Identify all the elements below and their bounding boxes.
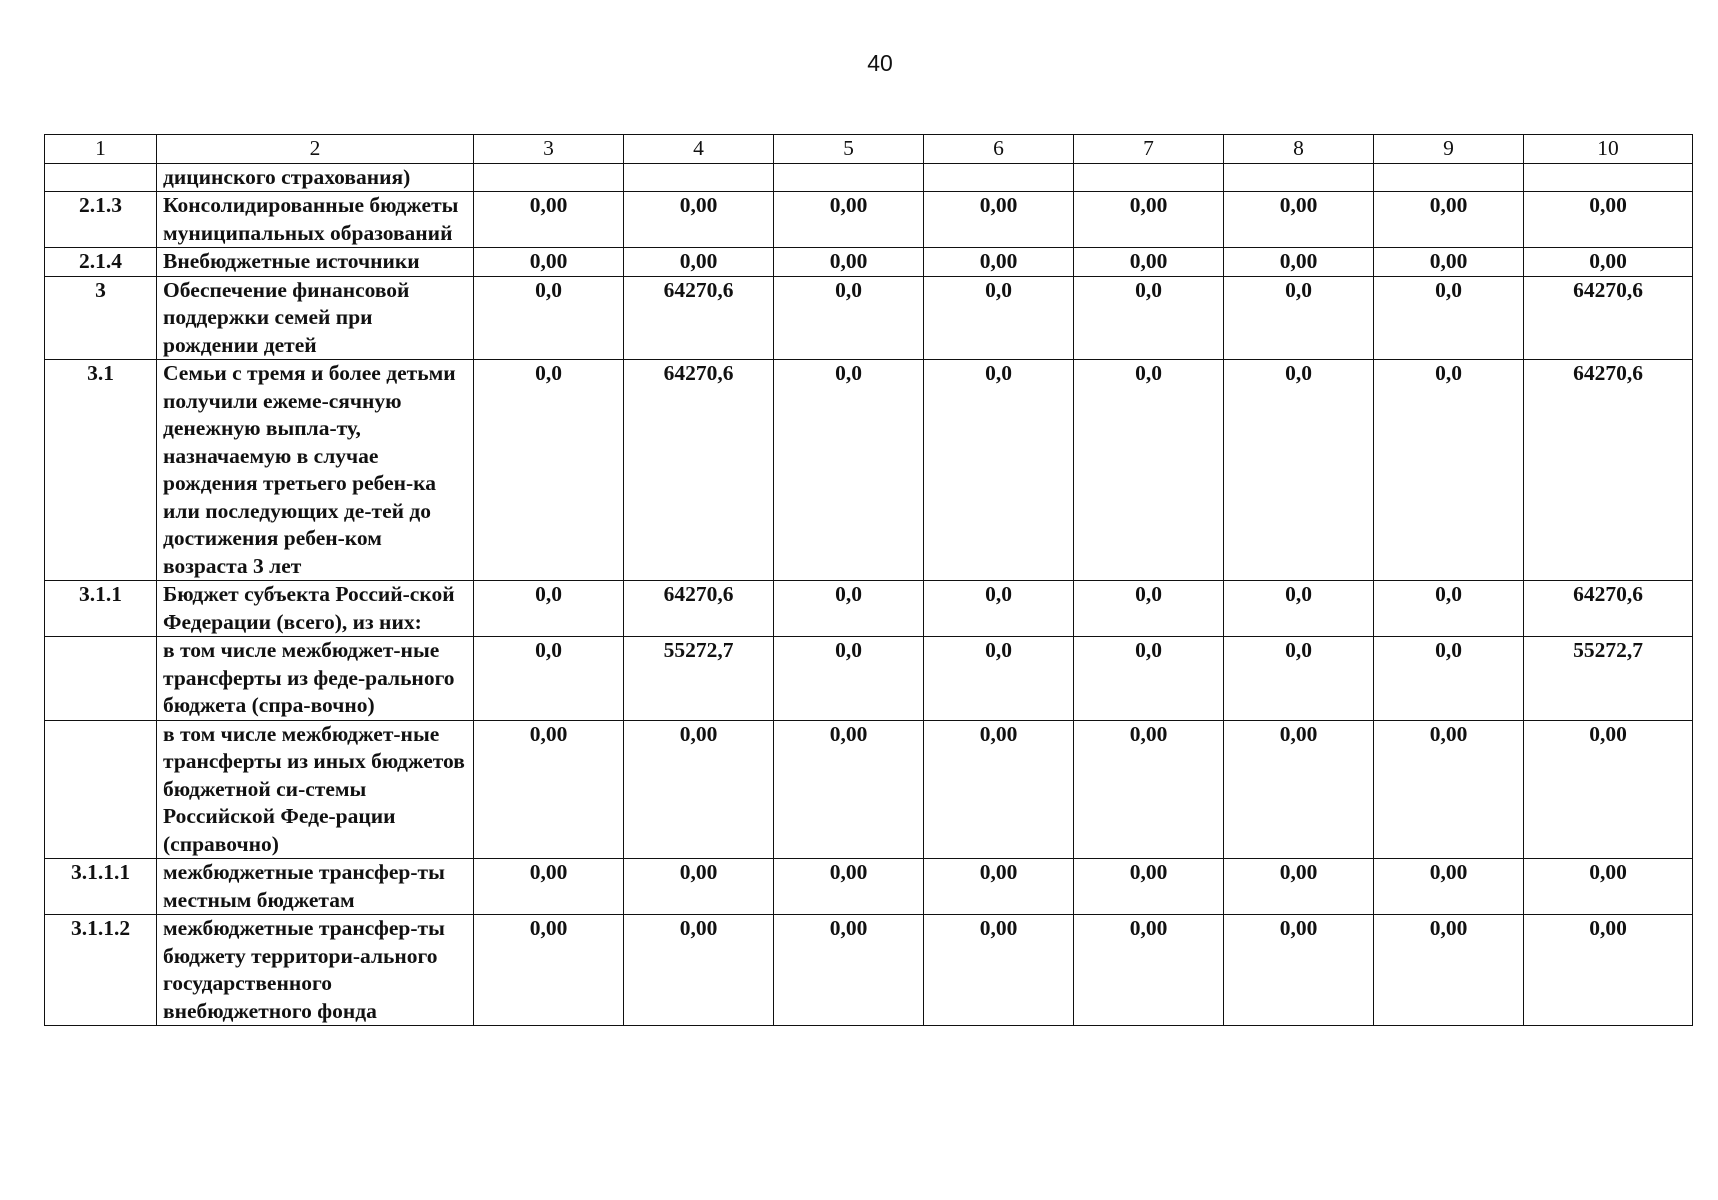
header-cell: 5	[774, 135, 924, 164]
value-cell: 64270,6	[1524, 360, 1693, 581]
header-cell: 6	[924, 135, 1074, 164]
row-code: 2.1.3	[45, 192, 157, 248]
value-cell: 0,00	[1074, 859, 1224, 915]
value-cell: 0,00	[1524, 915, 1693, 1026]
row-code: 3.1	[45, 360, 157, 581]
budget-table	[44, 134, 1693, 1026]
value-cell: 0,00	[1374, 720, 1524, 859]
value-cell: 64270,6	[624, 360, 774, 581]
header-cell: 1	[45, 135, 157, 164]
value-cell: 0,0	[774, 637, 924, 721]
row-code	[45, 637, 157, 721]
value-cell	[1074, 163, 1224, 192]
value-cell: 64270,6	[624, 276, 774, 360]
value-cell: 0,00	[624, 192, 774, 248]
value-cell: 0,00	[924, 915, 1074, 1026]
value-cell: 0,00	[1224, 192, 1374, 248]
table-row	[45, 248, 1693, 277]
value-cell: 64270,6	[1524, 276, 1693, 360]
value-cell: 0,00	[1074, 248, 1224, 277]
row-name: дицинского страхования)	[157, 163, 474, 192]
value-cell	[924, 163, 1074, 192]
value-cell: 0,0	[474, 581, 624, 637]
row-code: 3.1.1.2	[45, 915, 157, 1026]
value-cell: 0,00	[474, 915, 624, 1026]
value-cell: 55272,7	[1524, 637, 1693, 721]
header-cell: 7	[1074, 135, 1224, 164]
row-name: Семьи с тремя и более детьми получили ежеме-сячную денежную выпла-ту, назначаемую в случае рождения третьего ребен-ка или последующих де-тей до достижения ребен-ком возраста 3 лет	[157, 360, 474, 581]
page-number: 40	[867, 50, 893, 76]
value-cell: 0,0	[774, 581, 924, 637]
value-cell: 0,00	[1524, 720, 1693, 859]
value-cell: 0,00	[1224, 720, 1374, 859]
value-cell: 0,0	[1074, 360, 1224, 581]
value-cell: 0,00	[774, 720, 924, 859]
value-cell: 0,0	[924, 581, 1074, 637]
header-cell: 2	[157, 135, 474, 164]
value-cell: 0,00	[474, 248, 624, 277]
row-name: Консолидированные бюджеты муниципальных образований	[157, 192, 474, 248]
value-cell: 0,00	[624, 915, 774, 1026]
value-cell: 0,0	[924, 360, 1074, 581]
value-cell: 0,00	[924, 720, 1074, 859]
value-cell	[624, 163, 774, 192]
header-row	[45, 135, 1693, 164]
header-cell: 3	[474, 135, 624, 164]
table-row	[45, 915, 1693, 1026]
value-cell: 0,00	[1224, 859, 1374, 915]
value-cell: 0,00	[1074, 720, 1224, 859]
value-cell: 0,0	[1374, 637, 1524, 721]
value-cell	[474, 163, 624, 192]
value-cell: 0,00	[774, 248, 924, 277]
value-cell: 0,00	[1074, 915, 1224, 1026]
table-row	[45, 720, 1693, 859]
table-row	[45, 276, 1693, 360]
value-cell: 0,00	[474, 720, 624, 859]
value-cell: 64270,6	[624, 581, 774, 637]
value-cell: 0,00	[1374, 859, 1524, 915]
value-cell: 0,00	[774, 859, 924, 915]
row-name: межбюджетные трансфер-ты местным бюджетам	[157, 859, 474, 915]
value-cell: 64270,6	[1524, 581, 1693, 637]
value-cell: 0,0	[474, 637, 624, 721]
table-row	[45, 192, 1693, 248]
table-row	[45, 581, 1693, 637]
value-cell: 0,0	[474, 276, 624, 360]
value-cell: 0,0	[1374, 276, 1524, 360]
value-cell: 0,00	[624, 720, 774, 859]
table-row	[45, 360, 1693, 581]
value-cell: 0,00	[774, 915, 924, 1026]
value-cell: 0,00	[924, 859, 1074, 915]
value-cell: 0,0	[924, 276, 1074, 360]
value-cell: 0,00	[624, 248, 774, 277]
value-cell: 0,00	[1374, 248, 1524, 277]
value-cell: 0,00	[474, 859, 624, 915]
value-cell: 0,0	[1224, 360, 1374, 581]
table-row	[45, 637, 1693, 721]
row-code: 2.1.4	[45, 248, 157, 277]
table-row	[45, 163, 1693, 192]
value-cell: 0,00	[924, 248, 1074, 277]
value-cell: 0,0	[924, 637, 1074, 721]
row-code	[45, 163, 157, 192]
value-cell: 0,0	[1074, 637, 1224, 721]
value-cell: 0,00	[774, 192, 924, 248]
value-cell: 0,00	[1524, 248, 1693, 277]
value-cell: 0,00	[924, 192, 1074, 248]
value-cell: 0,00	[1224, 915, 1374, 1026]
row-name: в том числе межбюджет-ные трансферты из иных бюджетов бюджетной си-стемы Российской Феде-рации (справочно)	[157, 720, 474, 859]
row-name: Бюджет субъекта Россий-ской Федерации (всего), из них:	[157, 581, 474, 637]
header-cell: 8	[1224, 135, 1374, 164]
value-cell: 0,0	[774, 360, 924, 581]
row-code: 3.1.1	[45, 581, 157, 637]
value-cell: 0,00	[624, 859, 774, 915]
value-cell	[1524, 163, 1693, 192]
value-cell	[774, 163, 924, 192]
value-cell: 0,0	[1224, 276, 1374, 360]
value-cell: 55272,7	[624, 637, 774, 721]
value-cell: 0,00	[1374, 915, 1524, 1026]
value-cell: 0,0	[1374, 360, 1524, 581]
header-cell: 10	[1524, 135, 1693, 164]
value-cell	[1224, 163, 1374, 192]
row-name: межбюджетные трансфер-ты бюджету территори-ального государственного внебюджетного фонда	[157, 915, 474, 1026]
value-cell: 0,0	[1074, 276, 1224, 360]
value-cell: 0,00	[474, 192, 624, 248]
value-cell	[1374, 163, 1524, 192]
value-cell: 0,0	[1224, 637, 1374, 721]
header-cell: 4	[624, 135, 774, 164]
value-cell: 0,00	[1524, 192, 1693, 248]
value-cell: 0,00	[1074, 192, 1224, 248]
value-cell: 0,0	[774, 276, 924, 360]
header-cell: 9	[1374, 135, 1524, 164]
row-code: 3.1.1.1	[45, 859, 157, 915]
row-code: 3	[45, 276, 157, 360]
value-cell: 0,0	[1224, 581, 1374, 637]
row-code	[45, 720, 157, 859]
value-cell: 0,00	[1224, 248, 1374, 277]
table-row	[45, 859, 1693, 915]
row-name: Обеспечение финансовой поддержки семей при рождении детей	[157, 276, 474, 360]
value-cell: 0,0	[1074, 581, 1224, 637]
row-name: в том числе межбюджет-ные трансферты из феде-рального бюджета (спра-вочно)	[157, 637, 474, 721]
value-cell: 0,0	[474, 360, 624, 581]
row-name: Внебюджетные источники	[157, 248, 474, 277]
value-cell: 0,00	[1374, 192, 1524, 248]
value-cell: 0,00	[1524, 859, 1693, 915]
value-cell: 0,0	[1374, 581, 1524, 637]
